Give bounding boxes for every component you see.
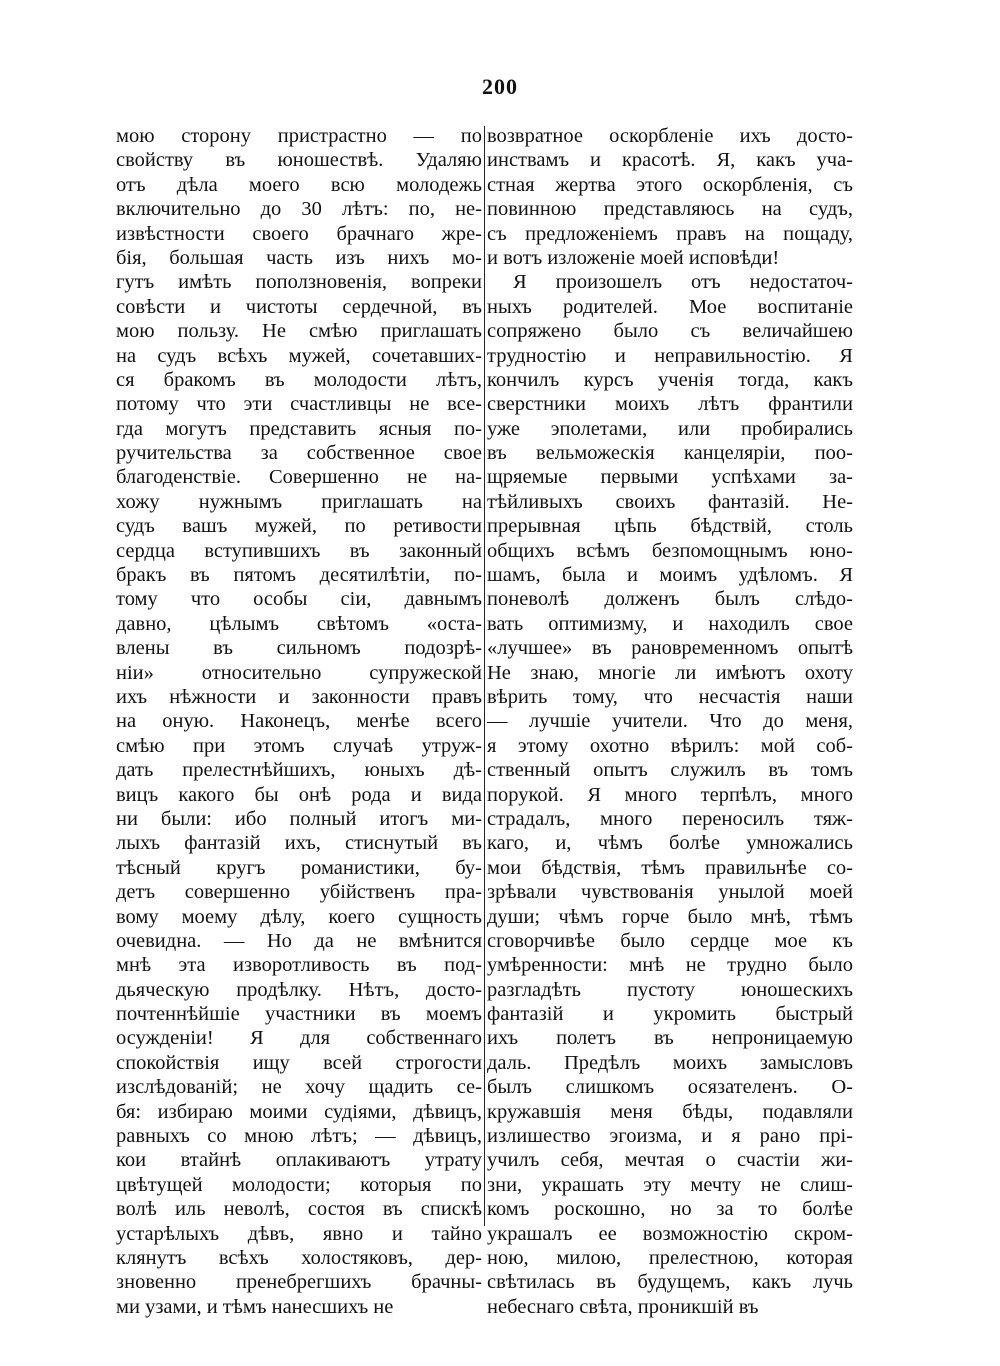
text-line: гутъ имѣть поползновенія, вопреки (116, 271, 482, 294)
text-line: сердца вступившихъ въ законный (116, 539, 482, 562)
text-line: свѣтилась въ будущемъ, какъ лучь (487, 1271, 853, 1294)
text-line: совѣсти и чистоты сердечной, въ (116, 295, 482, 318)
text-line: вѣрить тому, что несчастія наши (487, 685, 853, 708)
text-line: мою сторону пристрастно — по (116, 125, 482, 147)
text-line: стная жертва этого оскорбленія, съ (487, 173, 853, 196)
text-line: ни были: ибо полный итогъ ми- (116, 807, 482, 830)
text-line: «лучшее» въ рановременномъ опытѣ (487, 637, 853, 660)
text-line: на оную. Наконецъ, менѣе всего (116, 710, 482, 733)
text-line: съ предложеніемъ правъ на пощаду, (487, 222, 853, 245)
text-line: я этому охотно вѣрилъ: мой соб- (487, 734, 853, 757)
text-line: включительно до 30 лѣтъ: по, не- (116, 198, 482, 221)
text-line: бія, большая часть изъ нихъ мо- (116, 246, 482, 269)
text-line: тому что особы сіи, давнымъ (116, 588, 482, 611)
text-line: спокойствія ищу всей строгости (116, 1051, 482, 1074)
text-line: мои бѣдствія, тѣмъ правильнѣе со- (487, 856, 853, 879)
text-line: мнѣ эта изворотливость въ под- (116, 954, 482, 977)
text-line: инствамъ и красотѣ. Я, какъ уча- (487, 149, 853, 172)
text-line: Я произошелъ отъ недостаточ- (513, 271, 853, 294)
text-line: зрѣвали чувствованія унылой моей (487, 881, 853, 904)
text-line: благоденствіе. Совершенно не на- (116, 466, 482, 489)
text-line: давно, цѣлымъ свѣтомъ «оста- (116, 612, 482, 635)
text-line: сговорчивѣе было сердце мое къ (487, 929, 853, 952)
text-line: умѣренности: мнѣ не трудно было (487, 954, 853, 977)
text-line: души; чѣмъ горче было мнѣ, тѣмъ (487, 905, 853, 928)
text-line: дать прелестнѣйшихъ, юныхъ дѣ- (116, 759, 482, 782)
text-line: равныхъ со мною лѣтъ; — дѣвицъ, (116, 1125, 482, 1148)
text-line: почтеннѣйшіе участники въ моемъ (116, 1003, 482, 1026)
page-number: 200 (482, 74, 518, 99)
text-line: шамъ, была и моимъ удѣломъ. Я (487, 564, 853, 587)
text-line: каго, и, чѣмъ болѣе умножались (487, 832, 853, 855)
text-line: кои втайнѣ оплакиваютъ утрату (116, 1149, 482, 1172)
text-line: гда могутъ представить ясныя по- (116, 417, 482, 440)
text-line: детъ совершенно убійственъ пра- (116, 881, 482, 904)
text-line: порукой. Я много терпѣлъ, много (487, 783, 853, 806)
text-line: уже эполетами, или пробирались (487, 417, 853, 440)
text-line: разгладѣть пустоту юношескихъ (487, 978, 853, 1001)
text-line: въ вельможескія канцеляріи, поо- (487, 442, 853, 465)
text-line: на судъ всѣхъ мужей, сочетавших- (116, 344, 482, 367)
text-line: свойству въ юношествѣ. Удаляю (116, 149, 482, 172)
text-line: фантазій и укромить быстрый (487, 1003, 853, 1026)
text-line: излишество эгоизма, и я рано прі- (487, 1125, 853, 1148)
text-line: ся бракомъ въ молодости лѣтъ, (116, 368, 482, 391)
text-line: ми узами, и тѣмъ нанесшихъ не (116, 1295, 394, 1318)
text-line: мою пользу. Не смѣю приглашать (116, 320, 482, 343)
text-line: трудностію и неправильностію. Я (487, 344, 853, 367)
text-line: комъ роскошно, но за то болѣе (487, 1198, 853, 1221)
text-line: ихъ нѣжности и законности правъ (116, 685, 482, 708)
text-line: небеснаго свѣта, проникшій въ (487, 1295, 759, 1318)
text-line: страдалъ, много переносилъ тяж- (487, 807, 853, 830)
text-line: кончилъ курсъ ученія тогда, какъ (487, 368, 853, 391)
text-line: даль. Предѣлъ моихъ замысловъ (487, 1051, 853, 1074)
text-line: повинною представляюсь на судъ, (487, 198, 853, 221)
text-line: ручительства за собственное свое (116, 442, 482, 465)
text-line: общихъ всѣмъ безпомощнымъ юно- (487, 539, 853, 562)
text-line: бракъ въ пятомъ десятилѣтіи, по- (116, 564, 482, 587)
text-line: кружавшія меня бѣды, подавляли (487, 1100, 853, 1123)
text-line: влены въ сильномъ подозрѣ- (116, 637, 482, 660)
text-line: потому что эти счастливцы не все- (116, 393, 482, 416)
text-line: сопряжено было съ величайшею (487, 320, 853, 343)
text-line: хожу нужнымъ приглашать на (116, 490, 482, 513)
text-line: бя: избираю моими судіями, дѣвицъ, (116, 1100, 482, 1123)
text-line: осужденіи! Я для собственнаго (116, 1027, 482, 1050)
text-line: смѣю при этомъ случаѣ утруж- (116, 734, 482, 757)
text-line: сверстники моихъ лѣтъ франтили (487, 393, 853, 416)
right-column (487, 124, 853, 1319)
text-line: судъ вашъ мужей, по ретивости (116, 515, 482, 538)
text-line: волѣ иль неволѣ, состоя въ спискѣ (116, 1198, 482, 1221)
text-line: клянутъ всѣхъ холостяковъ, дер- (116, 1246, 482, 1269)
text-line: ственный опытъ служилъ въ томъ (487, 759, 853, 782)
text-line: вицъ какого бы онѣ рода и вида (116, 783, 482, 806)
text-line: — лучшіе учители. Что до меня, (487, 710, 853, 733)
text-line: и вотъ изложеніе моей исповѣди! (487, 246, 780, 269)
left-column (116, 124, 482, 1319)
text-line: прерывная цѣпь бѣдствій, столь (487, 515, 853, 538)
text-line: былъ слишкомъ осязателенъ. О- (487, 1076, 853, 1099)
text-line: ихъ полетъ въ непроницаемую (487, 1027, 853, 1050)
text-line: тѣйливыхъ своихъ фантазій. Не- (487, 490, 853, 513)
text-line: украшалъ ее возможностію скром- (487, 1222, 853, 1245)
text-line: вать оптимизму, и находилъ свое (487, 612, 853, 635)
text-line: цвѣтущей молодости; которыя по (116, 1173, 482, 1196)
text-line: зновенно пренебрегшихъ брачны- (116, 1271, 482, 1294)
text-line: ніи» относительно супружеской (116, 661, 482, 684)
column-divider (484, 126, 485, 1226)
text-line: Не знаю, многіе ли имѣютъ охоту (487, 661, 853, 684)
text-line: вому моему дѣлу, коего сущность (116, 905, 482, 928)
text-line: извѣстности своего брачнаго жре- (116, 222, 482, 245)
text-line: ною, милою, прелестною, которая (487, 1246, 853, 1269)
text-line: поневолѣ долженъ былъ слѣдо- (487, 588, 853, 611)
text-line: училъ себя, мечтая о счастіи жи- (487, 1149, 853, 1172)
text-line: лыхъ фантазій ихъ, стиснутый въ (116, 832, 482, 855)
text-line: щряемые первыми успѣхами за- (487, 466, 853, 489)
text-line: зни, украшать эту мечту не слиш- (487, 1173, 853, 1196)
text-line: возвратное оскорбленіе ихъ досто- (487, 125, 853, 147)
text-line: ныхъ родителей. Мое воспитаніе (487, 295, 853, 318)
text-line: дьяческую продѣлку. Нѣтъ, досто- (116, 978, 482, 1001)
text-line: устарѣлыхъ дѣвъ, явно и тайно (116, 1222, 482, 1245)
text-line: отъ дѣла моего всю молодежь (116, 173, 482, 196)
text-line: тѣсный кругъ романистики, бу- (116, 856, 482, 879)
text-line: очевидна. — Но да не вмѣнится (116, 929, 482, 952)
text-line: изслѣдованій; не хочу щадить се- (116, 1076, 482, 1099)
